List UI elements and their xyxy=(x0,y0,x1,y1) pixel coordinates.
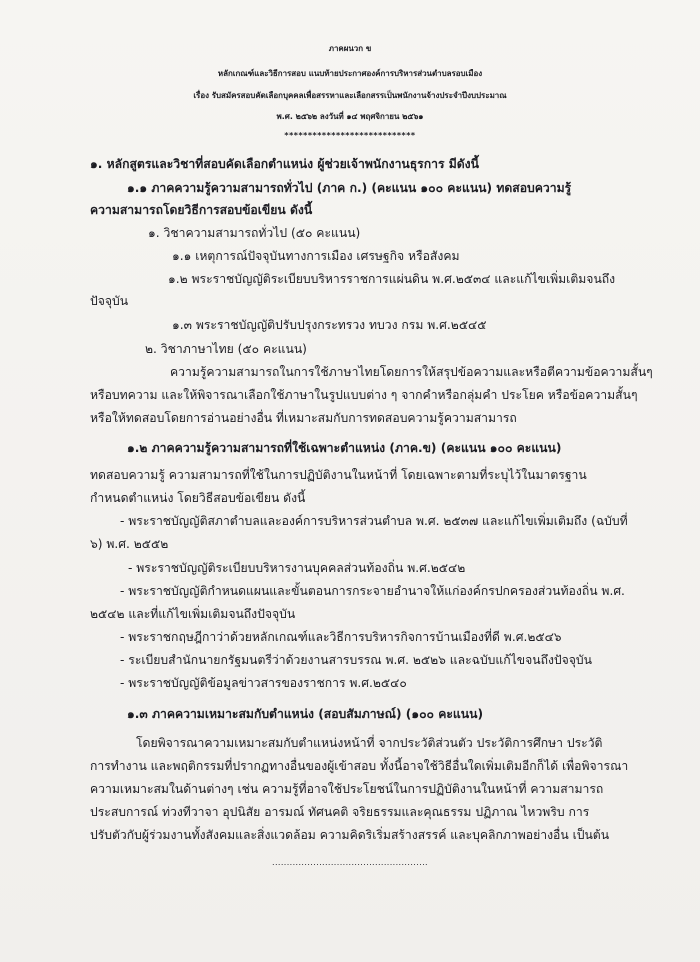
law-item-1-line2: ๖) พ.ศ. ๒๕๕๒ xyxy=(90,537,169,551)
law-item-2: - พระราชบัญญัติระเบียบบริหารงานบุคคลส่วนท้องถิ่น พ.ศ.๒๕๔๒ xyxy=(128,561,466,575)
law-item-3-line1: - พระราชบัญญัติกำหนดแผนและขั้นตอนการกระจายอำนาจให้แก่องค์กรปกครองส่วนท้องถิ่น พ.ศ. xyxy=(120,584,625,598)
section1-heading: ๑. หลักสูตรและวิชาที่สอบคัดเลือกตำแหน่ง ผู้ช่วยเจ้าพนักงานธุรการ มีดังนี้ xyxy=(90,157,479,171)
star-divider: **************************** xyxy=(284,131,416,140)
item1-general-ability: ๑. วิชาความสามารถทั่วไป (๕๐ คะแนน) xyxy=(148,226,361,240)
section1-3-paragraph-line2: การทำงาน และพฤติกรรมที่ปรากฏทางอื่นของผู้เข้าสอบ ทั้งนี้อาจใช้วิธีอื่นใดเพิ่มเติมอีกก็ได้ เพื่อพิจารณา xyxy=(90,759,629,773)
item1-3: ๑.๓ พระราชบัญญัติปรับปรุงกระทรวง ทบวง กรม พ.ศ.๒๕๔๕ xyxy=(172,318,487,332)
section1-3-paragraph-line4: ประสบการณ์ ท่วงทีวาจา อุปนิสัย อารมณ์ ทัศนคติ จริยธรรมและคุณธรรม ปฏิภาณ ไหวพริบ การ xyxy=(90,805,590,819)
item2-thai: ๒. วิชาภาษาไทย (๕๐ คะแนน) xyxy=(145,342,307,356)
section1-3-paragraph-line3: ความเหมาะสมในด้านต่างๆ เช่น ความรู้ที่อาจใช้ประโยชน์ในการปฏิบัติงานในหน้าที่ ความสามารถ xyxy=(90,782,604,796)
law-item-1-line1: - พระราชบัญญัติสภาตำบลและองค์การบริหารส่วนตำบล พ.ศ. ๒๕๓๗ และแก้ไขเพิ่มเติมถึง (ฉบับที่ xyxy=(120,514,628,528)
section1-2-paragraph-line1: ทดสอบความรู้ ความสามารถที่ใช้ในการปฏิบัติงานในหน้าที่ โดยเฉพาะตามที่ระบุไว้ในมาตรฐาน xyxy=(90,468,587,482)
thai-paragraph-line3: หรือให้ทดสอบโดยการอ่านอย่างอื่น ที่เหมาะสมกับการทดสอบความรู้ความสามารถ xyxy=(90,411,517,425)
law-item-4: - พระราชกฤษฎีกาว่าด้วยหลักเกณฑ์และวิธีการบริหารกิจการบ้านเมืองที่ดี พ.ศ.๒๕๔๖ xyxy=(120,630,562,644)
appendix-label: ภาคผนวก ข xyxy=(328,44,372,53)
document-title-line1: หลักเกณฑ์และวิธีการสอบ แนบท้ายประกาศองค์การบริหารส่วนตำบลรอบเมือง xyxy=(217,69,483,78)
thai-paragraph-line1: ความรู้ความสามารถในการใช้ภาษาไทยโดยการให้สรุปข้อความและหรือตีความข้อความสั้นๆ xyxy=(170,365,653,379)
end-dotted-line: ..................................................... xyxy=(272,858,428,867)
section1-3-paragraph-line5: ปรับตัวกับผู้ร่วมงานทั้งสังคมและสิ่งแวดล้อม ความคิดริเริ่มสร้างสรรค์ และบุคลิกภาพอย่างอื่น เป็นต้น xyxy=(90,828,610,842)
item1-2-line2: ปัจจุบัน xyxy=(90,294,129,308)
section1-3-heading: ๑.๓ ภาคความเหมาะสมกับตำแหน่ง (สอบสัมภาษณ์) (๑๐๐ คะแนน) xyxy=(127,707,484,721)
item1-2-line1: ๑.๒ พระราชบัญญัติระเบียบบริหารราชการแผ่นดิน พ.ศ.๒๕๓๔ และแก้ไขเพิ่มเติมจนถึง xyxy=(168,272,616,286)
document-title-line3: พ.ศ. ๒๕๖๒ ลงวันที่ ๑๔ พฤศจิกายน ๒๕๖๑ xyxy=(276,112,424,121)
law-item-3-line2: ๒๕๔๒ และที่แก้ไขเพิ่มเติมจนถึงปัจจุบัน xyxy=(90,607,296,621)
document-title-line2: เรื่อง รับสมัครสอบคัดเลือกบุคคลเพื่อสรรหาและเลือกสรรเป็นพนักงานจ้างประจำปีงบประมาณ xyxy=(193,91,507,100)
item1-1: ๑.๑ เหตุการณ์ปัจจุบันทางการเมือง เศรษฐกิจ หรือสังคม xyxy=(172,249,460,263)
thai-paragraph-line2: หรือบทความ และให้พิจารณาเลือกใช้ภาษาในรูปแบบต่าง ๆ จากคำหรือกลุ่มคำ ประโยค หรือข้อความสั้นๆ xyxy=(90,388,638,402)
section1-2-paragraph-line2: กำหนดตำแหน่ง โดยวิธีสอบข้อเขียน ดังนี้ xyxy=(90,491,306,505)
section1-1-heading-line2: ความสามารถโดยวิธีการสอบข้อเขียน ดังนี้ xyxy=(90,203,313,217)
section1-2-heading: ๑.๒ ภาคความรู้ความสามารถที่ใช้เฉพาะตำแหน่ง (ภาค.ข) (คะแนน ๑๐๐ คะแนน) xyxy=(127,441,562,455)
section1-3-paragraph-line1: โดยพิจารณาความเหมาะสมกับตำแหน่งหน้าที่ จากประวัติส่วนตัว ประวัติการศึกษา ประวัติ xyxy=(136,736,603,750)
law-item-5: - ระเบียบสำนักนายกรัฐมนตรีว่าด้วยงานสารบรรณ พ.ศ. ๒๕๒๖ และฉบับแก้ไขจนถึงปัจจุบัน xyxy=(120,653,592,667)
law-item-6: - พระราชบัญญัติข้อมูลข่าวสารของราชการ พ.ศ.๒๕๔๐ xyxy=(120,676,407,690)
section1-1-heading-line1: ๑.๑ ภาคความรู้ความสามารถทั่วไป (ภาค ก.) (คะแนน ๑๐๐ คะแนน) ทดสอบความรู้ xyxy=(127,181,572,195)
